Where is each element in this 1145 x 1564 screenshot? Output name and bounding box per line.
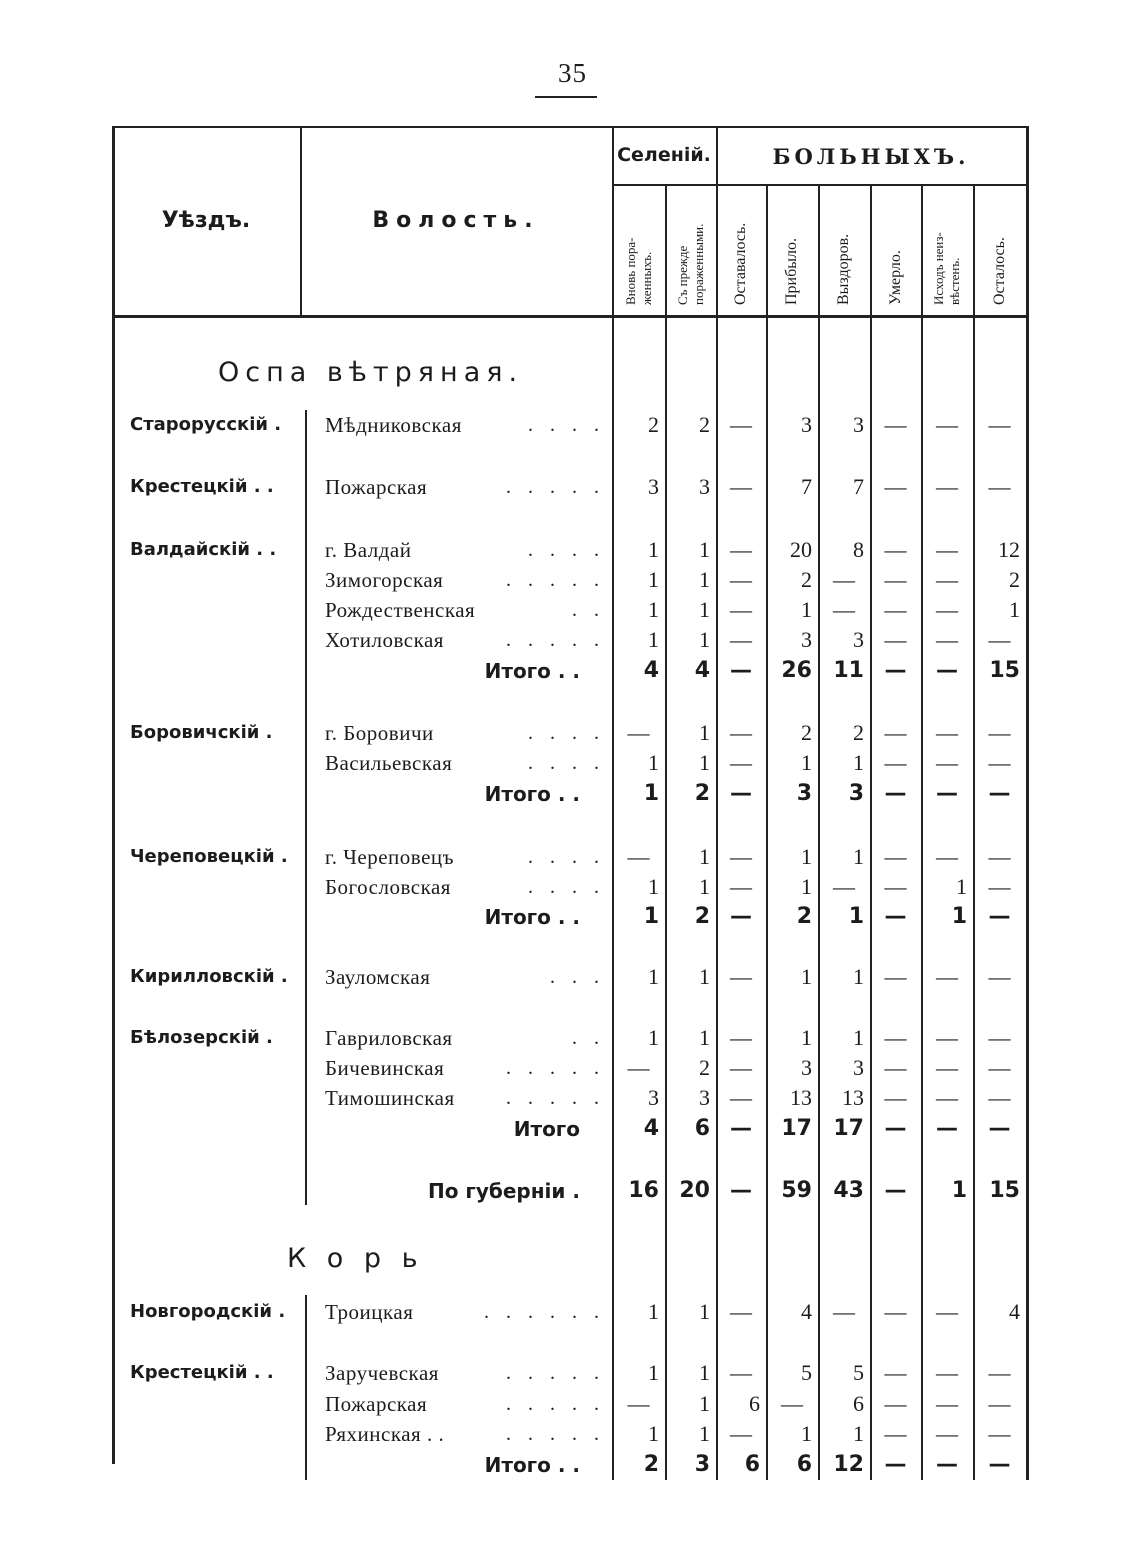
- divider-col-5: [818, 184, 820, 1480]
- cell-s-prezhde: 3: [699, 474, 710, 499]
- leader-dots: . . . .: [528, 846, 605, 868]
- cell-pribylo: 26: [781, 658, 812, 683]
- cell-vyzdorov: 5: [853, 1360, 864, 1385]
- table-row: [0, 872, 1145, 902]
- cell-vyzdorov: —: [833, 874, 855, 899]
- uezd-cell: Валдайскій . .: [130, 539, 277, 560]
- cell-ostavalos: —: [730, 627, 752, 652]
- cell-vnov: 1: [643, 781, 659, 806]
- table-row: [0, 748, 1145, 778]
- header-bolnykh: БОЛЬНЫХЪ.: [772, 144, 970, 169]
- cell-ostavalos: —: [730, 964, 752, 989]
- divider-col-4: [766, 184, 768, 1480]
- cell-ostalos: —: [988, 1452, 1011, 1477]
- cell-iskhod: —: [936, 1299, 958, 1324]
- cell-vnov: 2: [643, 1452, 659, 1477]
- cell-vyzdorov: 3: [848, 781, 864, 806]
- cell-iskhod: —: [936, 1085, 958, 1110]
- header-col-iskhod: Исходъ неиз- вѣстенъ.: [931, 232, 962, 305]
- cell-s-prezhde: 1: [699, 1421, 710, 1446]
- cell-pribylo: 1: [801, 964, 812, 989]
- cell-pribylo: 1: [801, 874, 812, 899]
- cell-vyzdorov: 1: [853, 1025, 864, 1050]
- cell-pribylo: 3: [796, 781, 812, 806]
- cell-vnov: 4: [643, 658, 659, 683]
- leader-dots: . . . .: [528, 539, 605, 561]
- cell-umerlo: —: [884, 658, 907, 683]
- cell-umerlo: —: [884, 750, 907, 775]
- volost-cell: Рождественская: [325, 598, 476, 622]
- cell-vnov: 1: [648, 750, 659, 775]
- cell-iskhod: —: [936, 1391, 958, 1416]
- cell-pribylo: 2: [801, 720, 812, 745]
- table-row: [0, 1083, 1145, 1113]
- page-number: 35: [558, 58, 587, 88]
- cell-s-prezhde: 1: [699, 720, 710, 745]
- divider-col-7: [921, 184, 923, 1480]
- cell-umerlo: —: [884, 1085, 907, 1110]
- cell-umerlo: —: [884, 720, 907, 745]
- cell-s-prezhde: 3: [699, 1085, 710, 1110]
- cell-vyzdorov: 17: [833, 1116, 864, 1141]
- volost-cell: г. Боровичи: [325, 721, 434, 745]
- table-row: [0, 1023, 1145, 1053]
- cell-vyzdorov: 8: [853, 537, 864, 562]
- table-row: [0, 625, 1145, 655]
- cell-umerlo: —: [884, 1055, 907, 1080]
- cell-ostalos: 15: [989, 1178, 1020, 1203]
- cell-ostalos: —: [988, 1055, 1011, 1080]
- cell-ostalos: —: [988, 474, 1011, 499]
- cell-umerlo: —: [884, 1116, 907, 1141]
- cell-iskhod: 1: [951, 1178, 967, 1203]
- volost-cell: Васильевская: [325, 751, 453, 775]
- cell-s-prezhde: 1: [699, 567, 710, 592]
- cell-pribylo: 3: [801, 412, 812, 437]
- total-row: [0, 1176, 1145, 1206]
- cell-iskhod: —: [936, 781, 958, 806]
- cell-s-prezhde: 1: [699, 874, 710, 899]
- header-col-vnov: Вновь пора- женныхъ.: [622, 237, 654, 305]
- cell-vnov: 16: [628, 1178, 659, 1203]
- header-col-umerlo: Умерло.: [886, 250, 904, 305]
- leader-dots: . . . . .: [506, 1393, 605, 1415]
- cell-pribylo: 1: [801, 844, 812, 869]
- cell-ostavalos: —: [730, 1085, 752, 1110]
- cell-ostalos: —: [988, 1116, 1011, 1141]
- divider-col-8: [973, 184, 975, 1480]
- header-col-pribylo: Прибыло.: [783, 238, 800, 305]
- cell-ostavalos: —: [730, 1025, 752, 1050]
- header-col-ostavalos: Оставалось.: [732, 222, 749, 305]
- cell-umerlo: —: [884, 781, 907, 806]
- cell-umerlo: —: [884, 627, 907, 652]
- table-row: [0, 410, 1145, 440]
- cell-iskhod: —: [936, 658, 958, 683]
- cell-ostavalos: —: [730, 567, 752, 592]
- leader-dots: . . . . .: [506, 1087, 605, 1109]
- cell-umerlo: —: [884, 537, 907, 562]
- total-row: [0, 779, 1145, 809]
- cell-vnov: 1: [648, 1025, 659, 1050]
- cell-vnov: 3: [648, 474, 659, 499]
- leader-dots: . . . . .: [506, 1057, 605, 1079]
- header-seleniy: Селеній.: [617, 144, 711, 166]
- leader-dots: . . . .: [528, 876, 605, 898]
- cell-vyzdorov: 43: [833, 1178, 864, 1203]
- header-col-s-prezhde: Съ прежде пораженными.: [674, 223, 706, 305]
- cell-s-prezhde: 3: [694, 1452, 710, 1477]
- table-row: [0, 1358, 1145, 1388]
- table-row: [0, 718, 1145, 748]
- leader-dots: . . . .: [528, 414, 605, 436]
- cell-s-prezhde: 1: [699, 627, 710, 652]
- cell-ostavalos: —: [730, 781, 752, 806]
- header-uezd: Уѣздъ.: [161, 208, 251, 233]
- leader-dots: . . . . . .: [484, 1301, 605, 1323]
- cell-ostalos: 2: [1009, 567, 1020, 592]
- table-row: [0, 472, 1145, 502]
- cell-ostavalos: —: [730, 1116, 752, 1141]
- total-label: Итого . .: [484, 782, 580, 806]
- uezd-cell: Крестецкій . .: [130, 1362, 274, 1383]
- top-rule: [112, 126, 1026, 128]
- cell-ostalos: —: [988, 874, 1011, 899]
- total-label: Итого . .: [484, 659, 580, 683]
- leader-dots: . . . . .: [506, 476, 605, 498]
- cell-ostalos: 15: [989, 658, 1020, 683]
- cell-iskhod: —: [936, 1025, 958, 1050]
- cell-s-prezhde: 1: [699, 1299, 710, 1324]
- table-row: [0, 1297, 1145, 1327]
- cell-s-prezhde: 2: [694, 904, 710, 929]
- cell-s-prezhde: 6: [694, 1116, 710, 1141]
- cell-ostalos: —: [988, 1085, 1011, 1110]
- cell-vyzdorov: 3: [853, 1055, 864, 1080]
- volost-cell: Мѣдниковская: [325, 413, 462, 437]
- cell-ostalos: —: [988, 750, 1011, 775]
- cell-ostavalos: —: [730, 1055, 752, 1080]
- total-row: [0, 902, 1145, 932]
- cell-pribylo: 4: [801, 1299, 812, 1324]
- header-col-vyzdorov: Выздоров.: [835, 233, 852, 305]
- cell-pribylo: 1: [801, 750, 812, 775]
- cell-s-prezhde: 1: [699, 844, 710, 869]
- cell-ostavalos: 6: [744, 1452, 760, 1477]
- header-col-ostalos: Осталось.: [990, 237, 1008, 305]
- cell-pribylo: 1: [801, 597, 812, 622]
- volost-cell: Тимошинская: [325, 1086, 455, 1110]
- cell-ostavalos: —: [730, 474, 752, 499]
- cell-vyzdorov: 3: [853, 412, 864, 437]
- cell-pribylo: 13: [790, 1085, 812, 1110]
- cell-iskhod: —: [936, 1421, 958, 1446]
- total-label: Итого . .: [484, 905, 580, 929]
- table-row: [0, 565, 1145, 595]
- table-row: [0, 1053, 1145, 1083]
- cell-pribylo: 2: [801, 567, 812, 592]
- cell-vnov: 4: [643, 1116, 659, 1141]
- cell-ostalos: —: [988, 1391, 1011, 1416]
- cell-umerlo: —: [884, 1360, 907, 1385]
- leader-dots: . . .: [550, 966, 605, 988]
- cell-vyzdorov: 1: [853, 1421, 864, 1446]
- cell-s-prezhde: 1: [699, 537, 710, 562]
- cell-ostalos: 4: [1009, 1299, 1020, 1324]
- cell-iskhod: —: [936, 627, 958, 652]
- cell-ostavalos: —: [730, 874, 752, 899]
- cell-s-prezhde: 1: [699, 597, 710, 622]
- cell-pribylo: —: [781, 1391, 803, 1416]
- cell-vyzdorov: —: [833, 597, 855, 622]
- cell-vyzdorov: —: [833, 1299, 855, 1324]
- cell-iskhod: —: [936, 1452, 958, 1477]
- cell-umerlo: —: [884, 1452, 907, 1477]
- cell-umerlo: —: [884, 904, 907, 929]
- volost-cell: Пожарская: [325, 475, 428, 499]
- cell-vnov: 1: [648, 627, 659, 652]
- cell-pribylo: 1: [801, 1421, 812, 1446]
- cell-pribylo: 17: [781, 1116, 812, 1141]
- cell-umerlo: —: [884, 412, 907, 437]
- leader-dots: . .: [572, 599, 605, 621]
- cell-vnov: 1: [648, 537, 659, 562]
- cell-ostalos: —: [988, 627, 1011, 652]
- leader-dots: . . . . .: [506, 629, 605, 651]
- cell-ostavalos: —: [730, 844, 752, 869]
- cell-vnov: 1: [643, 904, 659, 929]
- cell-vyzdorov: 11: [833, 658, 864, 683]
- cell-iskhod: —: [936, 964, 958, 989]
- cell-umerlo: —: [884, 1178, 907, 1203]
- volost-cell: Зимогорская: [325, 568, 444, 592]
- cell-s-prezhde: 1: [699, 750, 710, 775]
- cell-vnov: —: [627, 1391, 650, 1416]
- cell-vyzdorov: 2: [853, 720, 864, 745]
- uezd-cell: Старорусскій .: [130, 414, 282, 435]
- total-label: Итого . .: [484, 1453, 580, 1477]
- cell-umerlo: —: [884, 1421, 907, 1446]
- volost-cell: Гавриловская: [325, 1026, 453, 1050]
- cell-umerlo: —: [884, 964, 907, 989]
- volost-cell: Пожарская: [325, 1392, 428, 1416]
- cell-iskhod: 1: [951, 904, 967, 929]
- cell-ostavalos: —: [730, 1178, 752, 1203]
- uezd-cell: Череповецкій .: [130, 846, 288, 867]
- cell-ostalos: —: [988, 964, 1011, 989]
- leader-dots: . . . . .: [506, 569, 605, 591]
- divider-col-2: [665, 184, 667, 1480]
- cell-iskhod: 1: [956, 874, 967, 899]
- volost-cell: Зауломская: [325, 965, 431, 989]
- cell-vnov: —: [627, 720, 650, 745]
- cell-ostalos: —: [988, 904, 1011, 929]
- header-volost: Волость.: [372, 208, 540, 233]
- cell-vnov: 1: [648, 567, 659, 592]
- total-label: По губерніи .: [427, 1179, 580, 1203]
- cell-s-prezhde: 1: [699, 1391, 710, 1416]
- cell-vnov: 1: [648, 874, 659, 899]
- cell-pribylo: 5: [801, 1360, 812, 1385]
- table-row: [0, 1389, 1145, 1419]
- cell-umerlo: —: [884, 567, 907, 592]
- volost-cell: Бичевинская: [325, 1056, 445, 1080]
- total-row: [0, 656, 1145, 686]
- cell-ostavalos: —: [730, 1421, 752, 1446]
- uezd-cell: Боровичскій .: [130, 722, 273, 743]
- section-title: Оспа вѣтряная.: [218, 357, 524, 388]
- cell-vnov: 1: [648, 1299, 659, 1324]
- cell-ostalos: —: [988, 844, 1011, 869]
- volost-cell: Хотиловская: [325, 628, 444, 652]
- volost-cell: г. Череповецъ: [325, 845, 454, 869]
- cell-vyzdorov: 1: [848, 904, 864, 929]
- cell-ostavalos: —: [730, 658, 752, 683]
- cell-ostavalos: —: [730, 720, 752, 745]
- cell-iskhod: —: [936, 1116, 958, 1141]
- cell-pribylo: 7: [801, 474, 812, 499]
- cell-s-prezhde: 4: [694, 658, 710, 683]
- cell-iskhod: —: [936, 750, 958, 775]
- cell-vnov: —: [627, 1055, 650, 1080]
- cell-vnov: —: [627, 844, 650, 869]
- cell-iskhod: —: [936, 1055, 958, 1080]
- table-row: [0, 595, 1145, 625]
- table-row: [0, 962, 1145, 992]
- volost-cell: Заручевская: [325, 1361, 439, 1385]
- cell-vyzdorov: 12: [833, 1452, 864, 1477]
- cell-pribylo: 2: [796, 904, 812, 929]
- cell-ostavalos: —: [730, 1360, 752, 1385]
- table-row: [0, 535, 1145, 565]
- cell-vnov: 1: [648, 1360, 659, 1385]
- cell-ostalos: 1: [1009, 597, 1020, 622]
- cell-pribylo: 1: [801, 1025, 812, 1050]
- cell-s-prezhde: 2: [694, 781, 710, 806]
- cell-pribylo: 3: [801, 1055, 812, 1080]
- cell-ostavalos: —: [730, 412, 752, 437]
- total-row: [0, 1114, 1145, 1144]
- cell-vnov: 1: [648, 597, 659, 622]
- volost-cell: Ряхинская . .: [325, 1422, 445, 1446]
- cell-ostalos: —: [988, 720, 1011, 745]
- leader-dots: . . . .: [528, 722, 605, 744]
- cell-iskhod: —: [936, 1360, 958, 1385]
- cell-s-prezhde: 2: [699, 1055, 710, 1080]
- cell-vyzdorov: —: [833, 567, 855, 592]
- uezd-cell: Кирилловскій .: [130, 966, 288, 987]
- table-row: [0, 842, 1145, 872]
- cell-vnov: 2: [648, 412, 659, 437]
- cell-umerlo: —: [884, 1299, 907, 1324]
- uezd-cell: Бѣлозерскій .: [130, 1027, 273, 1048]
- cell-ostalos: 12: [998, 537, 1020, 562]
- cell-vyzdorov: 6: [853, 1391, 864, 1416]
- leader-dots: . . . . .: [506, 1423, 605, 1445]
- cell-ostavalos: —: [730, 904, 752, 929]
- cell-s-prezhde: 1: [699, 964, 710, 989]
- cell-umerlo: —: [884, 1391, 907, 1416]
- cell-ostavalos: —: [730, 750, 752, 775]
- cell-iskhod: —: [936, 720, 958, 745]
- cell-ostavalos: 6: [749, 1391, 760, 1416]
- cell-ostalos: —: [988, 412, 1011, 437]
- leader-dots: . .: [572, 1027, 605, 1049]
- leader-dots: . . . . .: [506, 1362, 605, 1384]
- cell-vyzdorov: 13: [842, 1085, 864, 1110]
- volost-cell: Богословская: [325, 875, 451, 899]
- cell-pribylo: 3: [801, 627, 812, 652]
- cell-s-prezhde: 1: [699, 1360, 710, 1385]
- volost-cell: г. Валдай: [325, 538, 412, 562]
- table-row: [0, 1419, 1145, 1449]
- cell-vyzdorov: 1: [853, 964, 864, 989]
- cell-vnov: 1: [648, 1421, 659, 1446]
- cell-iskhod: —: [936, 474, 958, 499]
- header-bottom-rule: [112, 315, 1026, 318]
- cell-s-prezhde: 2: [699, 412, 710, 437]
- cell-iskhod: —: [936, 537, 958, 562]
- cell-pribylo: 6: [796, 1452, 812, 1477]
- cell-vnov: 1: [648, 964, 659, 989]
- cell-vyzdorov: 3: [853, 627, 864, 652]
- cell-ostalos: —: [988, 1360, 1011, 1385]
- cell-iskhod: —: [936, 597, 958, 622]
- cell-umerlo: —: [884, 874, 907, 899]
- total-row: [0, 1450, 1145, 1480]
- cell-vyzdorov: 1: [853, 844, 864, 869]
- total-label: Итого: [513, 1117, 580, 1141]
- cell-s-prezhde: 20: [679, 1178, 710, 1203]
- volost-cell: Троицкая: [325, 1300, 414, 1324]
- cell-pribylo: 59: [781, 1178, 812, 1203]
- cell-ostavalos: —: [730, 597, 752, 622]
- cell-pribylo: 20: [790, 537, 812, 562]
- leader-dots: . . . .: [528, 752, 605, 774]
- cell-s-prezhde: 1: [699, 1025, 710, 1050]
- cell-ostalos: —: [988, 1025, 1011, 1050]
- cell-ostavalos: —: [730, 1299, 752, 1324]
- cell-iskhod: —: [936, 567, 958, 592]
- uezd-cell: Новгородскій .: [130, 1301, 286, 1322]
- cell-umerlo: —: [884, 1025, 907, 1050]
- cell-iskhod: —: [936, 844, 958, 869]
- cell-vnov: 3: [648, 1085, 659, 1110]
- section-title: К о р ь: [287, 1243, 424, 1274]
- cell-umerlo: —: [884, 844, 907, 869]
- cell-vyzdorov: 7: [853, 474, 864, 499]
- cell-ostalos: —: [988, 781, 1011, 806]
- cell-umerlo: —: [884, 474, 907, 499]
- cell-ostavalos: —: [730, 537, 752, 562]
- divider-col-6: [870, 184, 872, 1480]
- cell-ostalos: —: [988, 1421, 1011, 1446]
- cell-umerlo: —: [884, 597, 907, 622]
- cell-iskhod: —: [936, 412, 958, 437]
- cell-vyzdorov: 1: [853, 750, 864, 775]
- uezd-cell: Крестецкій . .: [130, 476, 274, 497]
